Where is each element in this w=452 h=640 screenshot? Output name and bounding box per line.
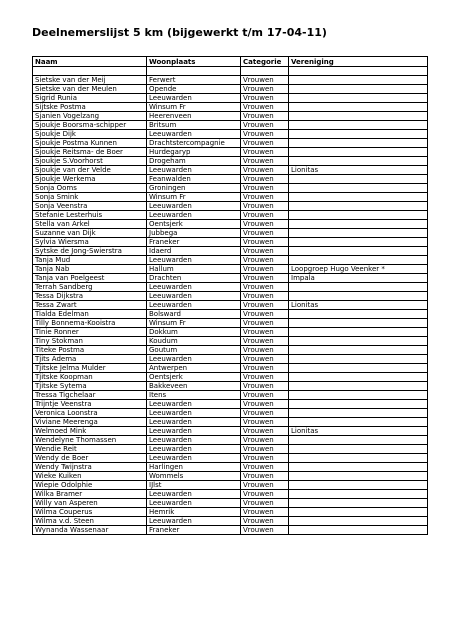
cell-naam: Sjoukje Dijk [33,130,147,139]
cell-categorie: Vrouwen [241,256,289,265]
cell-woonplaats: Koudum [147,337,241,346]
cell-naam: Titeke Postma [33,346,147,355]
table-row [33,112,428,121]
column-header-categorie: Categorie [241,57,289,67]
cell-vereniging [289,337,428,346]
cell-woonplaats: Leeuwarden [147,418,241,427]
table-row [33,310,428,319]
cell-vereniging [289,400,428,409]
cell-woonplaats: Heerenveen [147,112,241,121]
cell-categorie: Vrouwen [241,202,289,211]
column-header-vereniging: Vereniging [289,57,428,67]
table-row [33,517,428,526]
cell-woonplaats: Groningen [147,184,241,193]
cell-vereniging [289,391,428,400]
cell-naam: Tessa Dijkstra [33,292,147,301]
table-row [33,499,428,508]
cell-categorie: Vrouwen [241,175,289,184]
cell-categorie: Vrouwen [241,481,289,490]
cell-woonplaats: Franeker [147,526,241,535]
cell-naam: Sytske de Jong-Swierstra [33,247,147,256]
column-header-woonplaats: Woonplaats [147,57,241,67]
spacer-cell [241,67,289,76]
table-row [33,472,428,481]
table-row [33,319,428,328]
cell-naam: Sjoukje Reitsma- de Boer [33,148,147,157]
cell-categorie: Vrouwen [241,319,289,328]
cell-categorie: Vrouwen [241,139,289,148]
cell-naam: Veronica Loonstra [33,409,147,418]
table-row [33,256,428,265]
cell-woonplaats: Hurdegaryp [147,148,241,157]
cell-vereniging [289,76,428,85]
cell-vereniging [289,508,428,517]
cell-naam: Wilka Bramer [33,490,147,499]
cell-vereniging [289,319,428,328]
cell-categorie: Vrouwen [241,76,289,85]
cell-naam: Sonja Ooms [33,184,147,193]
cell-categorie: Vrouwen [241,355,289,364]
cell-naam: Wilma Couperus [33,508,147,517]
cell-categorie: Vrouwen [241,472,289,481]
cell-naam: Sietske van der Meulen [33,85,147,94]
cell-naam: Willy van Asperen [33,499,147,508]
cell-naam: Sijtske Postma [33,103,147,112]
participants-table [32,56,428,535]
table-row [33,445,428,454]
cell-categorie: Vrouwen [241,283,289,292]
column-header-naam: Naam [33,57,147,67]
cell-naam: Stella van Arkel [33,220,147,229]
cell-naam: Sjoukje Postma Kunnen [33,139,147,148]
table-row [33,175,428,184]
table-row [33,436,428,445]
cell-vereniging [289,355,428,364]
cell-categorie: Vrouwen [241,364,289,373]
table-spacer-row [33,67,428,76]
cell-vereniging [289,256,428,265]
cell-woonplaats: Leeuwarden [147,400,241,409]
cell-naam: Wilma v.d. Steen [33,517,147,526]
cell-woonplaats: Franeker [147,238,241,247]
cell-woonplaats: Leeuwarden [147,166,241,175]
cell-vereniging [289,436,428,445]
cell-vereniging [289,292,428,301]
table-row [33,283,428,292]
cell-categorie: Vrouwen [241,382,289,391]
cell-categorie: Vrouwen [241,85,289,94]
cell-categorie: Vrouwen [241,373,289,382]
cell-naam: Wendie Reit [33,445,147,454]
table-row [33,328,428,337]
cell-vereniging [289,328,428,337]
cell-woonplaats: Leeuwarden [147,202,241,211]
cell-naam: Tessa Zwart [33,301,147,310]
cell-naam: Sjoukje van der Velde [33,166,147,175]
cell-vereniging [289,445,428,454]
cell-vereniging: Lionitas [289,427,428,436]
cell-categorie: Vrouwen [241,184,289,193]
table-row [33,481,428,490]
cell-naam: Wieke Kuiken [33,472,147,481]
cell-vereniging [289,220,428,229]
table-row [33,427,428,436]
table-row [33,229,428,238]
table-row [33,508,428,517]
cell-naam: Sonja Smink [33,193,147,202]
cell-categorie: Vrouwen [241,121,289,130]
cell-categorie: Vrouwen [241,445,289,454]
cell-categorie: Vrouwen [241,94,289,103]
cell-woonplaats: Oentsjerk [147,220,241,229]
cell-vereniging [289,121,428,130]
cell-woonplaats: Leeuwarden [147,409,241,418]
cell-woonplaats: Leeuwarden [147,301,241,310]
cell-woonplaats: Winsum Fr [147,319,241,328]
cell-woonplaats: Dokkum [147,328,241,337]
cell-woonplaats: Harlingen [147,463,241,472]
cell-categorie: Vrouwen [241,229,289,238]
table-row [33,355,428,364]
table-row [33,292,428,301]
cell-naam: Viviane Meerenga [33,418,147,427]
cell-vereniging: Lionitas [289,301,428,310]
table-row [33,211,428,220]
table-row [33,85,428,94]
cell-naam: Suzanne van Dijk [33,229,147,238]
cell-vereniging [289,373,428,382]
table-row [33,220,428,229]
cell-vereniging: Loopgroep Hugo Veenker * [289,265,428,274]
cell-categorie: Vrouwen [241,310,289,319]
cell-woonplaats: Leeuwarden [147,427,241,436]
cell-naam: Wendelyne Thomassen [33,436,147,445]
table-row [33,166,428,175]
cell-woonplaats: Antwerpen [147,364,241,373]
cell-vereniging [289,85,428,94]
cell-vereniging [289,526,428,535]
cell-naam: Sietske van der Meij [33,76,147,85]
cell-categorie: Vrouwen [241,292,289,301]
cell-vereniging [289,175,428,184]
cell-vereniging [289,481,428,490]
table-row [33,400,428,409]
cell-naam: Trijntje Veenstra [33,400,147,409]
cell-woonplaats: Bakkeveen [147,382,241,391]
cell-woonplaats: Leeuwarden [147,94,241,103]
cell-categorie: Vrouwen [241,301,289,310]
cell-woonplaats: Leeuwarden [147,130,241,139]
cell-woonplaats: Leeuwarden [147,292,241,301]
cell-naam: Tjitske Sytema [33,382,147,391]
cell-woonplaats: Leeuwarden [147,355,241,364]
cell-categorie: Vrouwen [241,436,289,445]
cell-categorie: Vrouwen [241,328,289,337]
cell-vereniging [289,94,428,103]
cell-vereniging [289,409,428,418]
cell-categorie: Vrouwen [241,409,289,418]
cell-naam: Wendy Twijnstra [33,463,147,472]
cell-woonplaats: Winsum Fr [147,103,241,112]
cell-categorie: Vrouwen [241,490,289,499]
cell-woonplaats: Leeuwarden [147,211,241,220]
cell-woonplaats: Goutum [147,346,241,355]
cell-naam: Sonja Veenstra [33,202,147,211]
cell-naam: Tjits Adema [33,355,147,364]
cell-vereniging [289,184,428,193]
cell-woonplaats: Ferwert [147,76,241,85]
table-row [33,103,428,112]
cell-vereniging [289,139,428,148]
cell-naam: Sjoukje Werkema [33,175,147,184]
cell-vereniging [289,490,428,499]
cell-naam: Wynanda Wassenaar [33,526,147,535]
cell-vereniging [289,418,428,427]
cell-categorie: Vrouwen [241,148,289,157]
cell-categorie: Vrouwen [241,508,289,517]
cell-naam: Tanja Nab [33,265,147,274]
cell-woonplaats: Wommels [147,472,241,481]
cell-woonplaats: Leeuwarden [147,517,241,526]
cell-vereniging [289,193,428,202]
cell-vereniging [289,103,428,112]
cell-categorie: Vrouwen [241,337,289,346]
cell-categorie: Vrouwen [241,391,289,400]
table-row [33,184,428,193]
table-row [33,139,428,148]
cell-naam: Tressa Tigchelaar [33,391,147,400]
cell-categorie: Vrouwen [241,238,289,247]
cell-categorie: Vrouwen [241,211,289,220]
table-row [33,148,428,157]
cell-naam: Tjitske Koopman [33,373,147,382]
cell-categorie: Vrouwen [241,265,289,274]
cell-woonplaats: Leeuwarden [147,436,241,445]
cell-vereniging [289,472,428,481]
cell-vereniging [289,310,428,319]
cell-naam: Wendy de Boer [33,454,147,463]
cell-vereniging [289,211,428,220]
cell-vereniging [289,148,428,157]
cell-vereniging: Impala [289,274,428,283]
cell-vereniging [289,499,428,508]
cell-vereniging [289,157,428,166]
cell-vereniging: Lionitas [289,166,428,175]
table-row [33,409,428,418]
table-row [33,193,428,202]
cell-woonplaats: Britsum [147,121,241,130]
table-row [33,202,428,211]
spacer-cell [33,67,147,76]
cell-naam: Sjoukje Boorsma-schipper [33,121,147,130]
cell-vereniging [289,454,428,463]
cell-vereniging [289,463,428,472]
cell-woonplaats: Winsum Fr [147,193,241,202]
table-row [33,130,428,139]
table-row [33,337,428,346]
table-row [33,121,428,130]
cell-woonplaats: Bolsward [147,310,241,319]
cell-naam: Welmoed Mink [33,427,147,436]
cell-vereniging [289,517,428,526]
cell-categorie: Vrouwen [241,247,289,256]
cell-woonplaats: Leeuwarden [147,283,241,292]
cell-woonplaats: Drachtstercompagnie [147,139,241,148]
cell-vereniging [289,364,428,373]
cell-woonplaats: Itens [147,391,241,400]
cell-naam: Sylvia Wiersma [33,238,147,247]
cell-categorie: Vrouwen [241,427,289,436]
cell-naam: Tinie Ronner [33,328,147,337]
cell-woonplaats: Feanwalden [147,175,241,184]
cell-categorie: Vrouwen [241,454,289,463]
cell-categorie: Vrouwen [241,112,289,121]
table-row [33,247,428,256]
table-row [33,274,428,283]
table-row [33,301,428,310]
table-row [33,346,428,355]
cell-naam: Wiepie Odolphie [33,481,147,490]
cell-vereniging [289,346,428,355]
cell-naam: Sjoukje S.Voorhorst [33,157,147,166]
cell-categorie: Vrouwen [241,166,289,175]
cell-vereniging [289,283,428,292]
cell-woonplaats: Drachten [147,274,241,283]
table-row [33,76,428,85]
table-row [33,382,428,391]
cell-woonplaats: Hemrik [147,508,241,517]
cell-categorie: Vrouwen [241,400,289,409]
cell-woonplaats: Hallum [147,265,241,274]
cell-naam: Tilly Bonnema-Kooistra [33,319,147,328]
table-row [33,364,428,373]
cell-vereniging [289,112,428,121]
cell-woonplaats: Leeuwarden [147,256,241,265]
cell-categorie: Vrouwen [241,274,289,283]
cell-woonplaats: Oentsjerk [147,373,241,382]
cell-categorie: Vrouwen [241,418,289,427]
cell-vereniging [289,202,428,211]
cell-woonplaats: Jubbega [147,229,241,238]
table-row [33,265,428,274]
cell-categorie: Vrouwen [241,346,289,355]
cell-woonplaats: IJlst [147,481,241,490]
table-row [33,454,428,463]
page-title: Deelnemerslijst 5 km (bijgewerkt t/m 17-04-11) [32,26,327,39]
cell-categorie: Vrouwen [241,130,289,139]
cell-vereniging [289,247,428,256]
cell-naam: Tanja van Poelgeest [33,274,147,283]
table-row [33,238,428,247]
cell-categorie: Vrouwen [241,517,289,526]
table-row [33,418,428,427]
cell-naam: Terrah Sandberg [33,283,147,292]
table-row [33,463,428,472]
table-row [33,157,428,166]
table-header-row [33,57,428,67]
cell-categorie: Vrouwen [241,103,289,112]
table-row [33,490,428,499]
cell-vereniging [289,130,428,139]
table-row [33,391,428,400]
table-row [33,373,428,382]
cell-categorie: Vrouwen [241,157,289,166]
cell-categorie: Vrouwen [241,499,289,508]
spacer-cell [147,67,241,76]
cell-categorie: Vrouwen [241,463,289,472]
cell-naam: Tjitske Jelma Mulder [33,364,147,373]
cell-woonplaats: Drogeham [147,157,241,166]
cell-naam: Sigrid Runia [33,94,147,103]
cell-naam: Tialda Edelman [33,310,147,319]
table-row [33,94,428,103]
cell-naam: Sjanien Vogelzang [33,112,147,121]
cell-naam: Tanja Mud [33,256,147,265]
cell-woonplaats: Leeuwarden [147,490,241,499]
table-body [33,67,428,535]
cell-woonplaats: Leeuwarden [147,454,241,463]
cell-categorie: Vrouwen [241,193,289,202]
cell-woonplaats: Leeuwarden [147,445,241,454]
cell-vereniging [289,229,428,238]
cell-vereniging [289,382,428,391]
cell-categorie: Vrouwen [241,526,289,535]
cell-naam: Stefanie Lesterhuis [33,211,147,220]
cell-woonplaats: Idaerd [147,247,241,256]
cell-vereniging [289,238,428,247]
spacer-cell [289,67,428,76]
cell-categorie: Vrouwen [241,220,289,229]
table-row [33,526,428,535]
cell-woonplaats: Leeuwarden [147,499,241,508]
cell-naam: Tiny Stokman [33,337,147,346]
cell-woonplaats: Opende [147,85,241,94]
